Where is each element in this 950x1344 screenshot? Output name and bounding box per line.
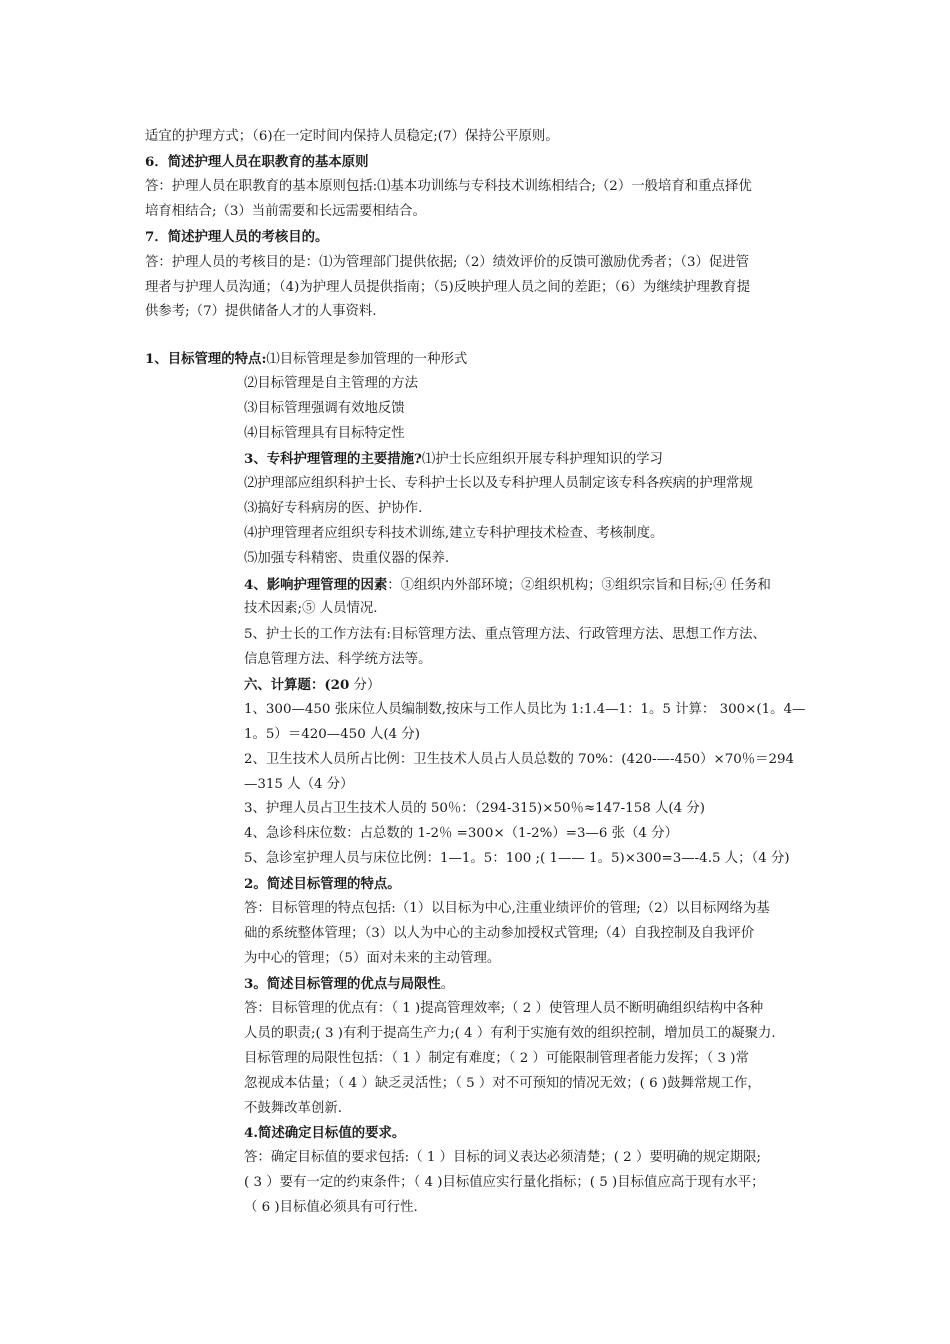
inline-heading: 3。简述目标管理的优点与局限性 — [244, 976, 441, 992]
text-line: 适宜的护理方式；（6)在一定时间内保持人员稳定;(7）保持公平原则。 — [145, 129, 559, 144]
text-line: ⑷护理管理者应组织专科技术训练,建立专科护理技术检查、考核制度。 — [244, 526, 664, 541]
text-line: ⑶搞好专科病房的医、护协作. — [244, 501, 423, 516]
text-line: 5、护士长的工作方法有:目标管理方法、重点管理方法、行政管理方法、思想工作方法、 — [244, 627, 766, 642]
text-line: 为中心的管理；（5）面对未来的主动管理。 — [244, 951, 501, 966]
text-line: 答：护理人员在职教育的基本原则包括:⑴基本功训练与专科技术训练相结合;（2）一般培育和重点择优 — [145, 179, 752, 194]
text-line: 人员的职责;( 3 )有利于提高生产力;( 4 ）有利于实施有效的组织控制，增加员工的凝聚力. — [244, 1026, 776, 1041]
text-line: （ 6 )目标值必须具有可行性. — [244, 1200, 418, 1215]
text-line — [244, 875, 401, 894]
inline-heading: 4.简述确定目标值的要求。 — [244, 1125, 406, 1141]
text-line: 答：确定目标值的要求包括:（ 1 ）目标的词义表达必须清楚；( 2 ）要明确的规定期限; — [244, 1150, 761, 1165]
inline-heading: 3、专科护理管理的主要措施? — [244, 451, 422, 467]
text-line: ⑸加强专科精密、贵重仪器的保养. — [244, 551, 450, 566]
inline-heading: 2。简述目标管理的特点。 — [244, 876, 401, 892]
text-line: ( 3 ）要有一定的约束条件；（ 4 )目标值应实行量化指标；( 5 )目标值应高于现有水平； — [244, 1175, 765, 1190]
text-line: 信息管理方法、科学统方法等。 — [244, 652, 432, 667]
text-line: 理者与护理人员沟通；（4)为护理人员提供指南；（5)反映护理人员之间的差距；（6）为继续护理教育提 — [145, 280, 751, 295]
text-line: 目标管理的局限性包括：（ 1 ）制定有难度；（ 2 ）可能限制管理者能力发挥；（ 3 )常 — [244, 1051, 749, 1066]
text-line: 础的系统整体管理；（3）以人为中心的主动参加授权式管理;（4）自我控制及自我评价 — [244, 926, 755, 941]
inline-heading: 1、目标管理的特点: — [145, 351, 267, 367]
text-line: 1、目标管理的特点:⑴目标管理是参加管理的一种形式 — [145, 351, 468, 367]
text-line: 1、300—450 张床位人员编制数,按床与工作人员比为 1:1.4—1：1。5 计算： 300×(1。4— — [244, 702, 806, 717]
text-line: 答：目标管理的特点包括:（1）以目标为中心,注重业绩评价的管理;（2）以目标网络为基 — [244, 901, 770, 916]
text-line: 不鼓舞改革创新. — [244, 1101, 342, 1116]
text-line: 答：护理人员的考核目的是：⑴为管理部门提供依据;（2）绩效评价的反馈可激励优秀者；（3）促进管 — [145, 255, 750, 270]
text-line: 3、专科护理管理的主要措施?⑴护士长应组织开展专科护理知识的学习 — [244, 451, 663, 467]
text-line: 3。简述目标管理的优点与局限性。 — [244, 976, 455, 992]
text-line: —315 人（4 分） — [244, 777, 354, 792]
inline-heading: 六、计算题：(20 — [244, 677, 350, 693]
text-line: 1。5）＝420—450 人(4 分) — [244, 727, 420, 742]
text-line: 供参考;（7）提供储备人才的人事资料. — [145, 304, 377, 319]
text-line: 5、急诊室护理人员与床位比例：1—1。5：100 ;( 1—— 1。5)×300=3—-4.5 人；（4 分) — [244, 851, 790, 866]
text-line: ⑷目标管理具有目标特定性 — [244, 426, 405, 441]
text-line: 技术因素;⑤ 人员情况. — [244, 601, 378, 616]
text-line: 2、卫生技术人员所占比例：卫生技术人员占人员总数的 70%：(420-—-450）×70％＝294 — [244, 752, 795, 767]
text-line: ⑵目标管理是自主管理的方法 — [244, 376, 419, 391]
inline-heading: 4、影响护理管理的因素 — [244, 577, 388, 593]
text-line: 忽视成本估量；（ 4 ）缺乏灵活性；（ 5 ）对不可预知的情况无效；( 6 )鼓舞常规工作， — [244, 1076, 761, 1091]
text-line: ⑵护理部应组织科护士长、专科护士长以及专科护理人员制定该专科各疾病的护理常规 — [244, 476, 753, 491]
text-line: 4、急诊科床位数：占总数的 1-2％ =300×（1-2%）=3—6 张（4 分） — [244, 826, 678, 841]
text-line: 培育相结合;（3）当前需要和长远需要相结合。 — [145, 204, 426, 219]
text-line: 4、影响护理管理的因素：①组织内外部环境；②组织机构；③组织宗旨和目标;④ 任务和 — [244, 577, 771, 593]
text-line: 3、护理人员占卫生技术人员的 50％：（294-315)×50％≈147-158 人(4 分) — [244, 801, 706, 816]
section-heading: 7．简述护理人员的考核目的。 — [145, 229, 329, 245]
text-line: ⑶目标管理强调有效地反馈 — [244, 401, 405, 416]
text-line: 六、计算题：(20 分） — [244, 677, 381, 693]
text-line: 答：目标管理的优点有：（ 1 )提高管理效率;（ 2 ）使管理人员不断明确组织结构中各种 — [244, 1001, 764, 1016]
section-heading: 6．简述护理人员在职教育的基本原则 — [145, 154, 369, 170]
text-line — [244, 1124, 405, 1143]
